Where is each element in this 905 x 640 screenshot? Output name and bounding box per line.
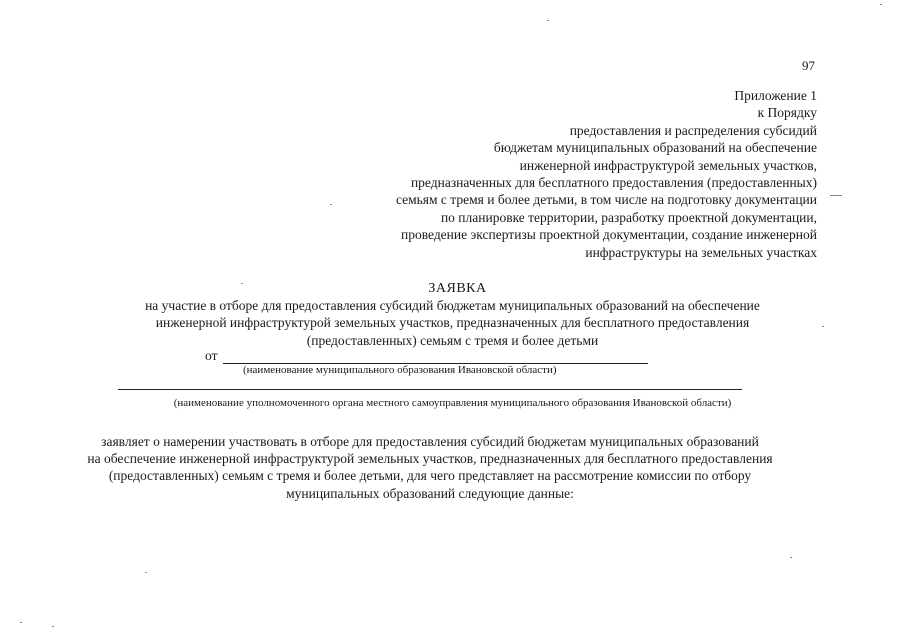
scan-speck (880, 4, 882, 5)
page-number: 97 (802, 58, 815, 73)
authority-name-blank[interactable] (118, 389, 742, 390)
application-subtitle-line: инженерной инфраструктурой земельных участков, предназначенных для бесплатного предоставления (155, 315, 750, 331)
appendix-reference (396, 87, 817, 261)
appendix-line: инфраструктуры на земельных участках (585, 244, 817, 260)
scan-speck (145, 572, 147, 573)
scan-speck (547, 20, 549, 21)
appendix-line: по планировке территории, разработку проектной документации, (440, 209, 817, 225)
scan-speck (241, 283, 243, 284)
appendix-line: Приложение 1 (734, 88, 817, 103)
appendix-line: предназначенных для бесплатного предоставления (предоставленных) (410, 175, 817, 191)
statement-line: (предоставленных) семьям с тремя и более детьми, для чего представляет на рассмотрение комиссии по отбору (108, 468, 752, 484)
application-heading: ЗАЯВКА (428, 281, 487, 296)
from-row (205, 347, 648, 364)
statement-paragraph (0, 433, 860, 502)
scan-speck (822, 326, 824, 327)
statement-line: на обеспечение инженерной инфраструктурой земельных участков, предназначенных для бесплатного предоставления (87, 451, 773, 467)
from-label: от (205, 348, 218, 363)
scan-speck (330, 204, 332, 205)
appendix-line: бюджетам муниципальных образований на обеспечение (493, 140, 817, 156)
scan-speck (52, 626, 54, 627)
statement-line: муниципальных образований следующие данные: (286, 485, 574, 501)
scan-speck (20, 622, 22, 623)
appendix-line: к Порядку (757, 105, 817, 121)
municipality-caption: (наименование муниципального образования Ивановской области) (243, 364, 557, 376)
scan-speck (830, 195, 842, 196)
appendix-line: предоставления и распределения субсидий (569, 122, 817, 138)
municipality-name-blank[interactable] (223, 350, 648, 364)
application-subtitle-line: на участие в отборе для предоставления субсидий бюджетам муниципальных образований на обеспечение (145, 298, 760, 313)
appendix-line: проведение экспертизы проектной документации, создание инженерной (400, 227, 817, 243)
application-title-block (0, 280, 905, 349)
appendix-line: инженерной инфраструктурой земельных участков, (519, 157, 817, 173)
appendix-line: семьям с тремя и более детьми, в том числе на подготовку документации (395, 192, 817, 208)
application-subtitle-line: (предоставленных) семьям с тремя и более детьми (306, 332, 599, 348)
authority-caption: (наименование уполномоченного органа местного самоуправления муниципального образования Ивановской области) (173, 397, 732, 409)
statement-line: заявляет о намерении участвовать в отборе для предоставления субсидий бюджетам муниципальных образований (101, 434, 759, 449)
scan-speck (790, 557, 792, 558)
